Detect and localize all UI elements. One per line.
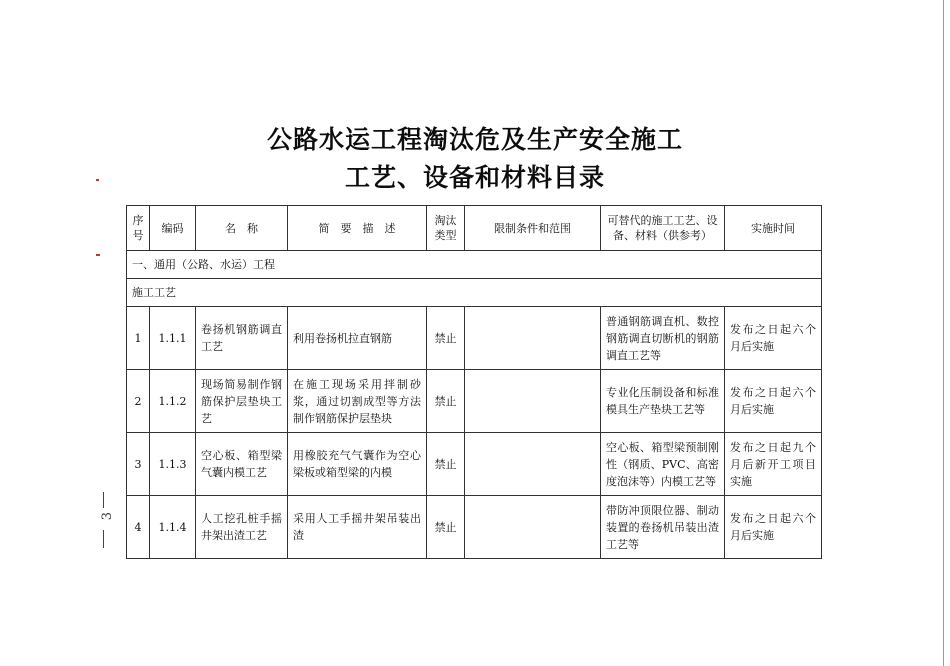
cell-name: 人工挖孔桩手摇井架出渣工艺: [196, 496, 288, 559]
cell-seq: 1: [127, 307, 150, 370]
table-header-row: [127, 206, 822, 251]
cell-code: 1.1.2: [150, 370, 196, 433]
cell-time: 发布之日起六个月后实施: [725, 370, 822, 433]
cell-type: 禁止: [427, 370, 465, 433]
cell-name: 现场简易制作钢筋保护层垫块工艺: [196, 370, 288, 433]
cell-limit: [465, 496, 601, 559]
subsection-title: 施工工艺: [127, 279, 822, 307]
document-title-line2: 工艺、设备和材料目录: [344, 163, 605, 192]
cell-limit: [465, 307, 601, 370]
cell-alt: 带防冲顶限位器、制动装置的卷扬机吊装出渣工艺等: [601, 496, 725, 559]
header-alt: 可替代的施工工艺、设备、材料（供参考）: [601, 206, 725, 251]
cell-time: 发布之日起九个月后新开工项目实施: [725, 433, 822, 496]
header-time: 实施时间: [725, 206, 822, 251]
cell-name: 空心板、箱型梁气囊内模工艺: [196, 433, 288, 496]
cell-type: 禁止: [427, 307, 465, 370]
section-title: 一、通用（公路、水运）工程: [127, 251, 822, 279]
header-name: 名 称: [196, 206, 288, 251]
header-limit: 限制条件和范围: [465, 206, 601, 251]
cell-desc: 利用卷扬机拉直钢筋: [288, 307, 427, 370]
cell-seq: 4: [127, 496, 150, 559]
header-seq: 序号: [127, 206, 150, 251]
cell-desc: 采用人工手摇井架吊装出渣: [288, 496, 427, 559]
margin-rule: [103, 530, 104, 548]
cell-time: 发布之日起六个月后实施: [725, 307, 822, 370]
binding-mark: [96, 254, 100, 256]
table-row: [127, 433, 822, 496]
cell-code: 1.1.3: [150, 433, 196, 496]
cell-alt: 专业化压制设备和标准模具生产垫块工艺等: [601, 370, 725, 433]
cell-type: 禁止: [427, 433, 465, 496]
margin-rule: [103, 492, 104, 508]
cell-seq: 3: [127, 433, 150, 496]
header-desc: 简 要 描 述: [288, 206, 427, 251]
page-edge-line: [943, 0, 944, 666]
cell-alt: 普通钢筋调直机、数控钢筋调直切断机的钢筋调直工艺等: [601, 307, 725, 370]
table-row: [127, 307, 822, 370]
page-number: 3: [100, 512, 115, 521]
cell-type: 禁止: [427, 496, 465, 559]
cell-code: 1.1.4: [150, 496, 196, 559]
cell-limit: [465, 370, 601, 433]
document-title-line1: 公路水运工程淘汰危及生产安全施工: [266, 125, 683, 154]
table-row: [127, 370, 822, 433]
cell-alt: 空心板、箱型梁预制刚性（钢质、PVC、高密度泡沫等）内模工艺等: [601, 433, 725, 496]
cell-desc: 用橡胶充气气囊作为空心梁板或箱型梁的内模: [288, 433, 427, 496]
cell-seq: 2: [127, 370, 150, 433]
subsection-row: [127, 279, 822, 307]
cell-limit: [465, 433, 601, 496]
cell-code: 1.1.1: [150, 307, 196, 370]
catalog-table: [126, 205, 822, 559]
table-row: [127, 496, 822, 559]
header-code: 编码: [150, 206, 196, 251]
cell-name: 卷扬机钢筋调直工艺: [196, 307, 288, 370]
header-type: 淘汰类型: [427, 206, 465, 251]
cell-desc: 在施工现场采用拌制砂浆，通过切割成型等方法制作钢筋保护层垫块: [288, 370, 427, 433]
cell-time: 发布之日起六个月后实施: [725, 496, 822, 559]
section-row: [127, 251, 822, 279]
